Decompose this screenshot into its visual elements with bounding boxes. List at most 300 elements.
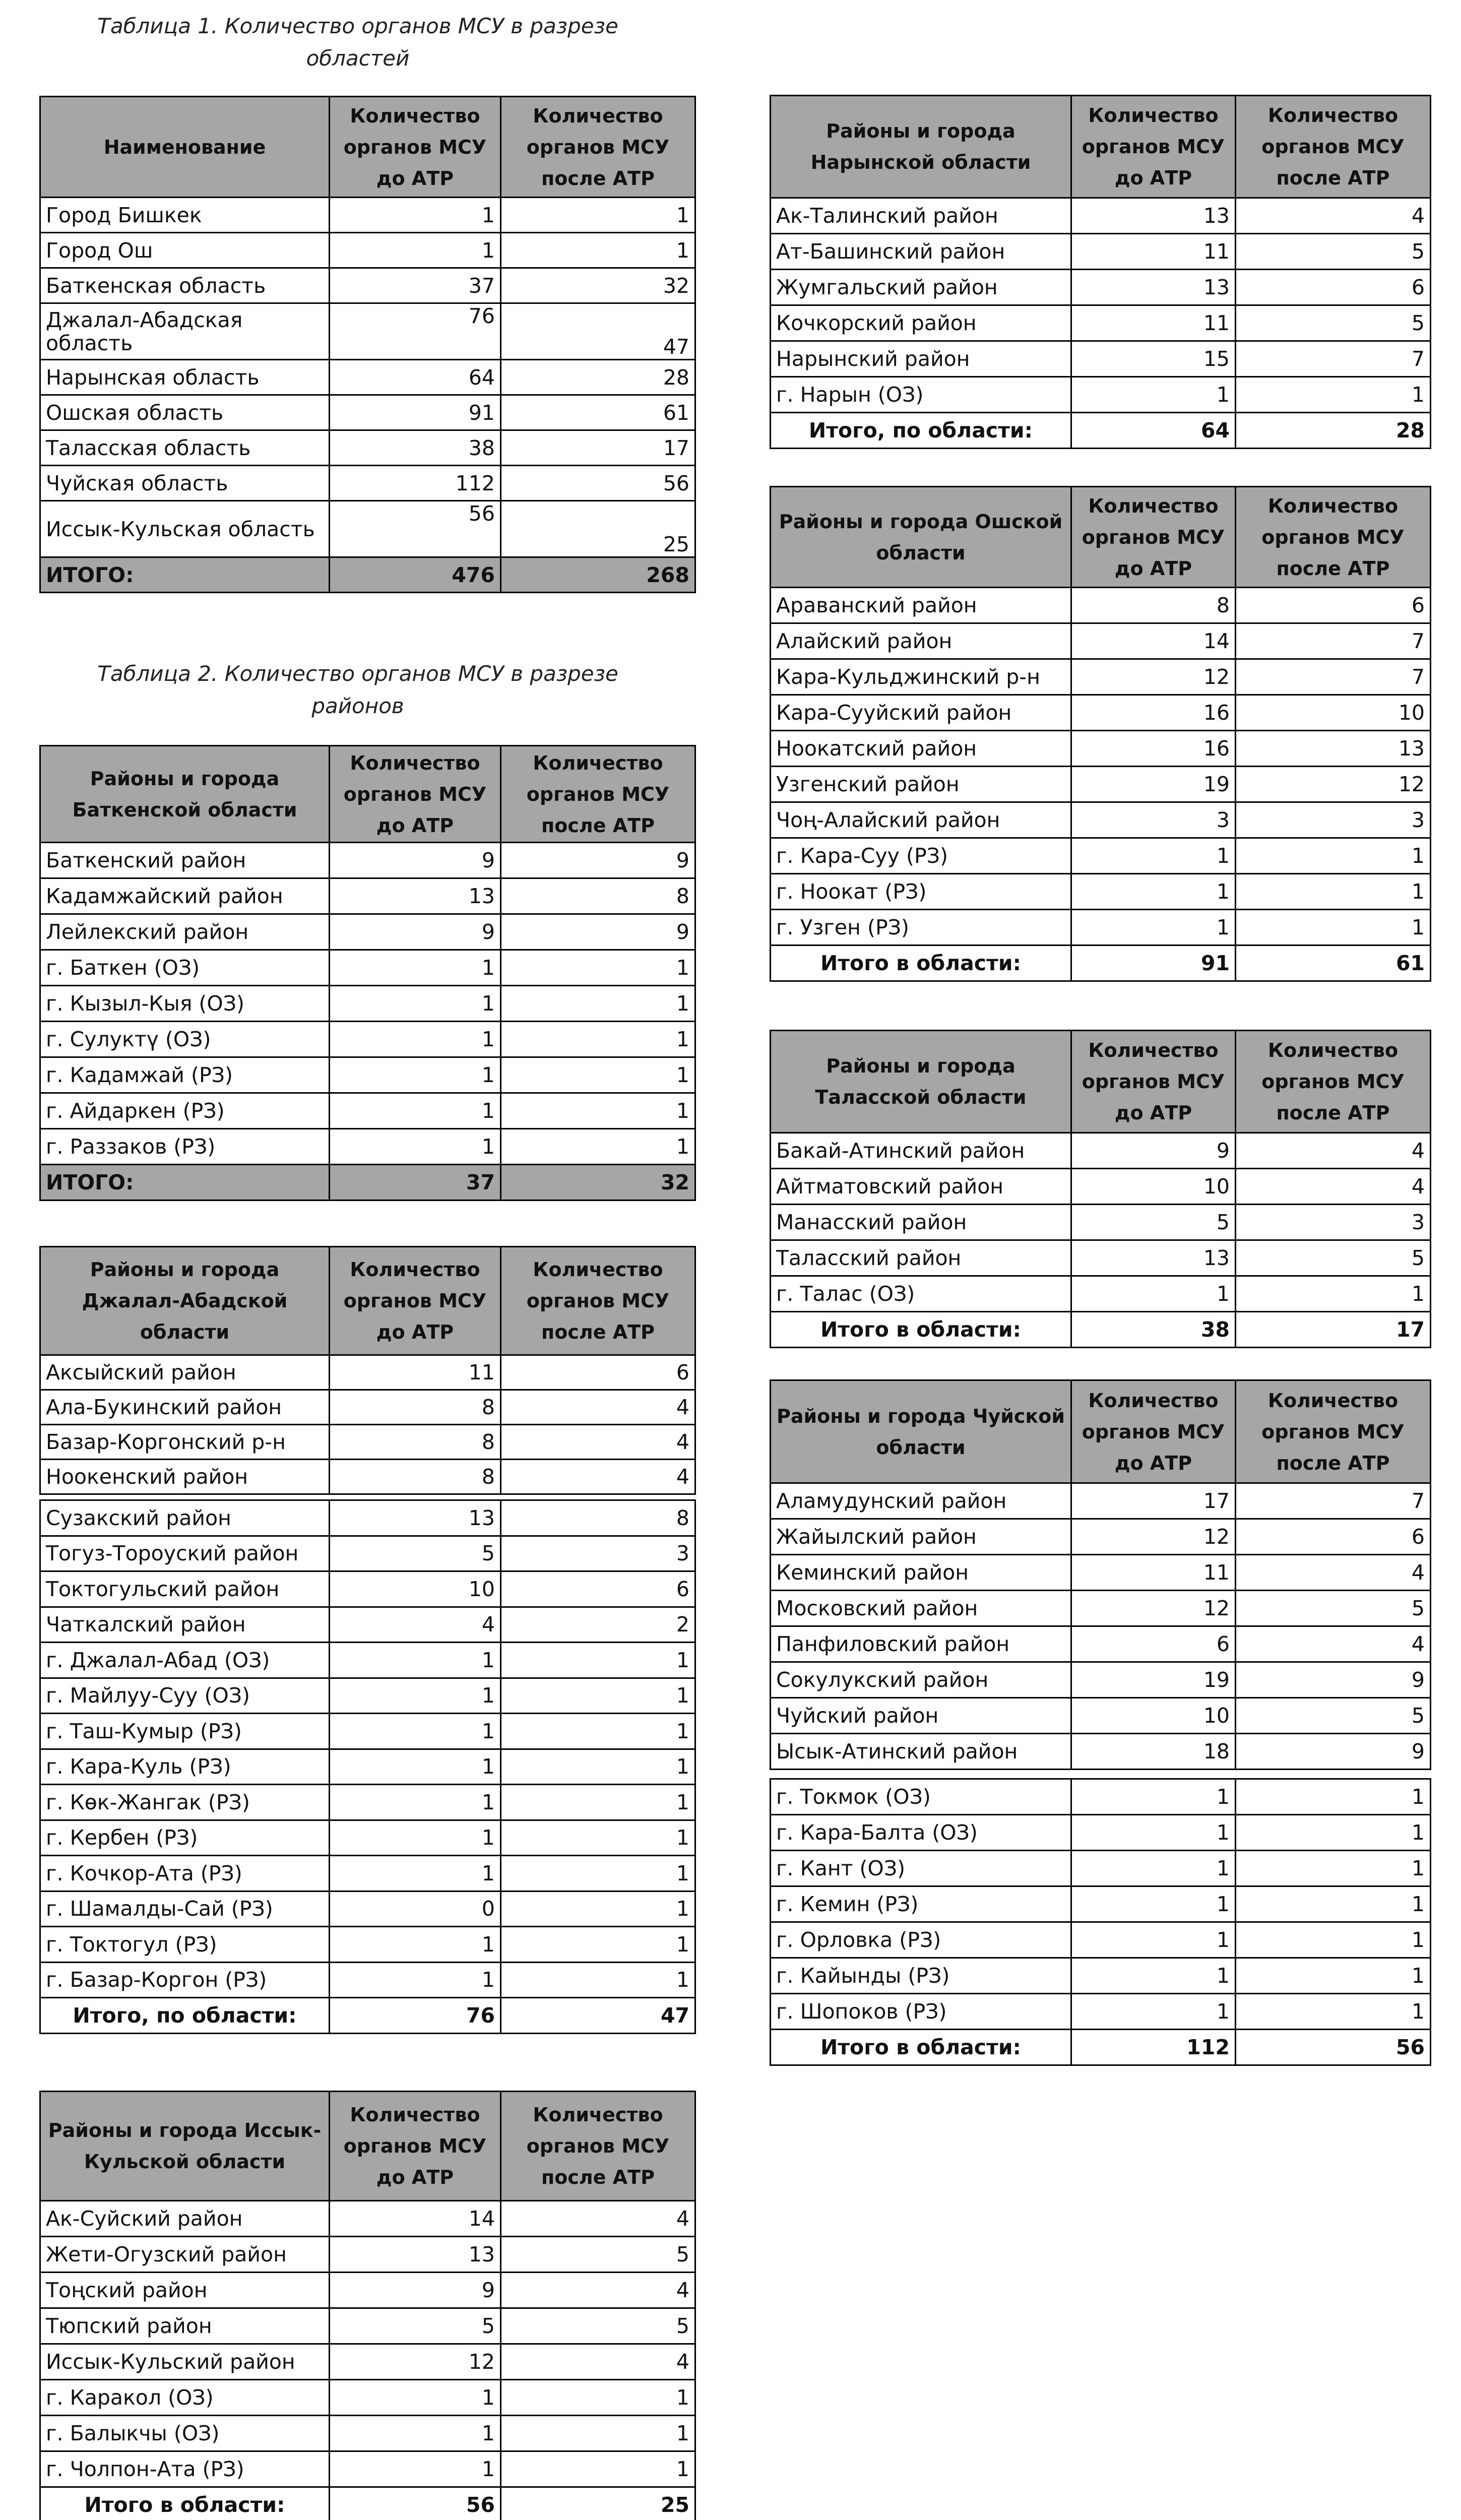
table-row bbox=[40, 843, 695, 878]
table-row bbox=[40, 1022, 695, 1057]
row-name: Жумгальский район bbox=[771, 270, 1071, 305]
count-after: 6 bbox=[501, 1571, 695, 1607]
count-before: 13 bbox=[330, 2237, 501, 2273]
count-before: 9 bbox=[330, 843, 501, 878]
count-before: 17 bbox=[1071, 1483, 1236, 1519]
count-before: 1 bbox=[1071, 1886, 1236, 1922]
table-row bbox=[40, 1678, 695, 1714]
count-after: 5 bbox=[1236, 1698, 1431, 1734]
header-before: Количество органов МСУ до АТР bbox=[1071, 487, 1236, 588]
row-name: г. Майлуу-Суу (ОЗ) bbox=[40, 1678, 330, 1714]
table-row bbox=[771, 1734, 1431, 1770]
count-after: 1 bbox=[1236, 1922, 1431, 1958]
table-chui-continued bbox=[770, 1778, 1431, 2066]
total-row bbox=[771, 1312, 1431, 1348]
total-before: 76 bbox=[330, 1998, 501, 2034]
row-name: г. Талас (ОЗ) bbox=[771, 1276, 1071, 1312]
count-after: 4 bbox=[501, 2344, 695, 2380]
count-before: 1 bbox=[1071, 1958, 1236, 1994]
count-after: 1 bbox=[501, 1785, 695, 1820]
row-name: Кадамжайский район bbox=[40, 878, 330, 914]
row-name: Панфиловский район bbox=[771, 1626, 1071, 1662]
total-label: Итого в области: bbox=[40, 2487, 330, 2520]
count-before: 1 bbox=[1071, 1922, 1236, 1958]
count-after: 1 bbox=[1236, 838, 1431, 874]
count-before: 38 bbox=[330, 430, 501, 466]
count-after: 7 bbox=[1236, 659, 1431, 695]
row-name: г. Базар-Коргон (РЗ) bbox=[40, 1962, 330, 1998]
count-after: 10 bbox=[1236, 695, 1431, 731]
table-row bbox=[771, 1626, 1431, 1662]
count-before: 1 bbox=[330, 1785, 501, 1820]
table-row bbox=[40, 1820, 695, 1856]
count-before: 1 bbox=[330, 1820, 501, 1856]
row-name: Ошская область bbox=[40, 395, 330, 430]
count-after: 1 bbox=[501, 1820, 695, 1856]
table-row bbox=[771, 377, 1431, 413]
count-after: 1 bbox=[501, 2380, 695, 2416]
count-after: 61 bbox=[501, 395, 695, 430]
row-name: г. Балыкчы (ОЗ) bbox=[40, 2416, 330, 2451]
count-before: 1 bbox=[330, 1057, 501, 1093]
count-before: 1 bbox=[1071, 1994, 1236, 2030]
table-talas bbox=[770, 1030, 1431, 1348]
row-name: Город Ош bbox=[40, 233, 330, 268]
table-row bbox=[40, 1714, 695, 1749]
count-after: 5 bbox=[1236, 305, 1431, 341]
row-name: г. Каракол (ОЗ) bbox=[40, 2380, 330, 2416]
header-after: Количество органов МСУ после АТР bbox=[1236, 96, 1431, 198]
count-after: 7 bbox=[1236, 623, 1431, 659]
count-after: 6 bbox=[1236, 1519, 1431, 1555]
count-after: 1 bbox=[1236, 1815, 1431, 1851]
row-name: Город Бишкек bbox=[40, 198, 330, 233]
total-after: 17 bbox=[1236, 1312, 1431, 1348]
row-name: Ак-Талинский район bbox=[771, 198, 1071, 234]
table-row bbox=[40, 1460, 695, 1494]
header-row bbox=[771, 1031, 1431, 1133]
table-row bbox=[40, 1856, 695, 1892]
count-after: 1 bbox=[1236, 1994, 1431, 2030]
count-after: 47 bbox=[501, 303, 695, 360]
row-name: Баткенский район bbox=[40, 843, 330, 878]
table-row bbox=[40, 986, 695, 1022]
header-row bbox=[40, 746, 695, 843]
table-row bbox=[40, 2344, 695, 2380]
count-before: 8 bbox=[330, 1425, 501, 1460]
count-before: 1 bbox=[330, 1856, 501, 1892]
count-before: 9 bbox=[330, 2273, 501, 2308]
count-after: 1 bbox=[501, 198, 695, 233]
count-before: 15 bbox=[1071, 341, 1236, 377]
count-after: 3 bbox=[501, 1536, 695, 1571]
row-name: Чаткалский район bbox=[40, 1607, 330, 1643]
count-before: 1 bbox=[330, 1678, 501, 1714]
count-before: 1 bbox=[1071, 1779, 1236, 1815]
count-before: 10 bbox=[1071, 1698, 1236, 1734]
table-row bbox=[40, 1785, 695, 1820]
count-after: 1 bbox=[501, 1749, 695, 1785]
count-before: 1 bbox=[330, 1749, 501, 1785]
row-name: г. Кайынды (РЗ) bbox=[771, 1958, 1071, 1994]
table-regions bbox=[39, 96, 696, 593]
table-row bbox=[40, 2237, 695, 2273]
table-row bbox=[771, 1555, 1431, 1591]
count-after: 7 bbox=[1236, 1483, 1431, 1519]
table-row bbox=[771, 695, 1431, 731]
count-after: 1 bbox=[1236, 1779, 1431, 1815]
count-after: 1 bbox=[1236, 377, 1431, 413]
header-row bbox=[771, 487, 1431, 588]
table-row bbox=[40, 2451, 695, 2487]
row-name: Лейлекский район bbox=[40, 914, 330, 950]
header-row bbox=[40, 97, 695, 198]
table-issykkul bbox=[39, 2091, 696, 2520]
total-label: ИТОГО: bbox=[40, 557, 330, 593]
count-before: 91 bbox=[330, 395, 501, 430]
count-after: 1 bbox=[1236, 1851, 1431, 1886]
header-name: Районы и города Джалал-Абадской области bbox=[40, 1247, 330, 1355]
count-before: 19 bbox=[1071, 767, 1236, 802]
total-after: 56 bbox=[1236, 2030, 1431, 2065]
table-row bbox=[40, 466, 695, 501]
count-after: 1 bbox=[501, 986, 695, 1022]
row-name: Нарынский район bbox=[771, 341, 1071, 377]
table-row bbox=[40, 1536, 695, 1571]
header-name: Районы и города Чуйской области bbox=[771, 1380, 1071, 1483]
table-row bbox=[40, 303, 695, 360]
count-after: 4 bbox=[1236, 1169, 1431, 1205]
header-name: Районы и города Таласской области bbox=[771, 1031, 1071, 1133]
count-before: 13 bbox=[330, 878, 501, 914]
total-row bbox=[40, 1998, 695, 2034]
total-before: 37 bbox=[330, 1165, 501, 1201]
table-row bbox=[771, 1205, 1431, 1240]
row-name: Кара-Сууйский район bbox=[771, 695, 1071, 731]
row-name: г. Кадамжай (РЗ) bbox=[40, 1057, 330, 1093]
row-name: Таласская область bbox=[40, 430, 330, 466]
row-name: Чуйский район bbox=[771, 1698, 1071, 1734]
header-before: Количество органов МСУ до АТР bbox=[330, 97, 501, 198]
table2-caption: Таблица 2. Количество органов МСУ в разрезе районов bbox=[60, 658, 655, 722]
row-name: Базар-Коргонский р-н bbox=[40, 1425, 330, 1460]
table-jalalabad-continued bbox=[39, 1499, 696, 2034]
row-name: г. Кара-Балта (ОЗ) bbox=[771, 1815, 1071, 1851]
count-before: 13 bbox=[330, 1500, 501, 1536]
count-before: 10 bbox=[1071, 1169, 1236, 1205]
count-before: 16 bbox=[1071, 695, 1236, 731]
header-after: Количество органов МСУ после АТР bbox=[501, 97, 695, 198]
row-name: г. Айдаркен (РЗ) bbox=[40, 1093, 330, 1129]
count-after: 1 bbox=[1236, 874, 1431, 910]
count-before: 1 bbox=[330, 2416, 501, 2451]
count-after: 1 bbox=[1236, 1276, 1431, 1312]
count-before: 1 bbox=[330, 1093, 501, 1129]
total-row bbox=[771, 946, 1431, 981]
count-before: 1 bbox=[330, 1927, 501, 1963]
table-row bbox=[771, 731, 1431, 767]
row-name: Ала-Букинский район bbox=[40, 1390, 330, 1425]
count-after: 5 bbox=[1236, 1591, 1431, 1626]
count-before: 16 bbox=[1071, 731, 1236, 767]
row-name: Ноокатский район bbox=[771, 731, 1071, 767]
table-row bbox=[771, 1169, 1431, 1205]
count-before: 1 bbox=[1071, 1851, 1236, 1886]
row-name: г. Көк-Жангак (РЗ) bbox=[40, 1785, 330, 1820]
table-row bbox=[40, 233, 695, 268]
count-before: 1 bbox=[330, 1714, 501, 1749]
header-after: Количество органов МСУ после АТР bbox=[1236, 1031, 1431, 1133]
total-label: ИТОГО: bbox=[40, 1165, 330, 1201]
count-before: 11 bbox=[1071, 234, 1236, 270]
header-name: Районы и города Баткенской области bbox=[40, 746, 330, 843]
row-name: Джалал-Абадская область bbox=[40, 303, 330, 360]
count-before: 5 bbox=[330, 2308, 501, 2344]
table-row bbox=[771, 1519, 1431, 1555]
table-row bbox=[771, 1994, 1431, 2030]
count-after: 1 bbox=[1236, 910, 1431, 946]
row-name: Араванский район bbox=[771, 588, 1071, 623]
count-before: 1 bbox=[330, 986, 501, 1022]
count-before: 9 bbox=[1071, 1133, 1236, 1169]
table-row bbox=[40, 268, 695, 303]
row-name: г. Сулуктү (ОЗ) bbox=[40, 1022, 330, 1057]
count-before: 1 bbox=[330, 950, 501, 986]
row-name: Ат-Башинский район bbox=[771, 234, 1071, 270]
count-after: 6 bbox=[1236, 270, 1431, 305]
table-row bbox=[40, 1390, 695, 1425]
table-row bbox=[40, 878, 695, 914]
count-before: 11 bbox=[330, 1355, 501, 1390]
count-after: 25 bbox=[501, 501, 695, 557]
row-name: Ысык-Атинский район bbox=[771, 1734, 1071, 1770]
count-after: 4 bbox=[501, 2201, 695, 2237]
total-row bbox=[771, 413, 1431, 449]
row-name: г. Кант (ОЗ) bbox=[771, 1851, 1071, 1886]
count-after: 32 bbox=[501, 268, 695, 303]
header-row bbox=[771, 96, 1431, 198]
row-name: г. Шопоков (РЗ) bbox=[771, 1994, 1071, 2030]
table-row bbox=[771, 305, 1431, 341]
row-name: Токтогульский район bbox=[40, 1571, 330, 1607]
count-after: 12 bbox=[1236, 767, 1431, 802]
row-name: Жети-Огузский район bbox=[40, 2237, 330, 2273]
row-name: Кара-Кульджинский р-н bbox=[771, 659, 1071, 695]
row-name: Сузакский район bbox=[40, 1500, 330, 1536]
count-before: 76 bbox=[330, 303, 501, 360]
table-row bbox=[40, 1571, 695, 1607]
row-name: г. Токтогул (РЗ) bbox=[40, 1927, 330, 1963]
count-before: 1 bbox=[1071, 838, 1236, 874]
count-after: 4 bbox=[501, 2273, 695, 2308]
count-after: 1 bbox=[501, 1891, 695, 1927]
count-before: 64 bbox=[330, 360, 501, 395]
table-row bbox=[771, 1591, 1431, 1626]
count-after: 2 bbox=[501, 1607, 695, 1643]
total-label: Итого в области: bbox=[771, 1312, 1071, 1348]
table-row bbox=[771, 198, 1431, 234]
count-after: 4 bbox=[501, 1425, 695, 1460]
count-before: 12 bbox=[1071, 659, 1236, 695]
count-before: 6 bbox=[1071, 1626, 1236, 1662]
count-before: 112 bbox=[330, 466, 501, 501]
total-row bbox=[40, 557, 695, 593]
table-row bbox=[40, 1355, 695, 1390]
count-after: 4 bbox=[1236, 1626, 1431, 1662]
header-name: Районы и города Нарынской области bbox=[771, 96, 1071, 198]
table-row bbox=[40, 395, 695, 430]
count-before: 13 bbox=[1071, 198, 1236, 234]
count-before: 18 bbox=[1071, 1734, 1236, 1770]
header-after: Количество органов МСУ после АТР bbox=[501, 1247, 695, 1355]
count-before: 19 bbox=[1071, 1662, 1236, 1698]
table-row bbox=[771, 1698, 1431, 1734]
count-after: 4 bbox=[1236, 198, 1431, 234]
count-after: 5 bbox=[1236, 1240, 1431, 1276]
count-before: 9 bbox=[330, 914, 501, 950]
count-after: 6 bbox=[1236, 588, 1431, 623]
table1-caption: Таблица 1. Количество органов МСУ в разрезе областей bbox=[81, 10, 635, 75]
header-row bbox=[40, 2092, 695, 2201]
row-name: г. Узген (РЗ) bbox=[771, 910, 1071, 946]
count-after: 9 bbox=[501, 843, 695, 878]
table-row bbox=[40, 950, 695, 986]
total-after: 25 bbox=[501, 2487, 695, 2520]
total-row bbox=[40, 1165, 695, 1201]
count-before: 8 bbox=[330, 1390, 501, 1425]
table-row bbox=[40, 1962, 695, 1998]
table-row bbox=[771, 1133, 1431, 1169]
row-name: Тюпский район bbox=[40, 2308, 330, 2344]
count-before: 1 bbox=[330, 1129, 501, 1165]
table-row bbox=[771, 270, 1431, 305]
table-osh bbox=[770, 486, 1431, 982]
table-row bbox=[40, 1749, 695, 1785]
table-row bbox=[40, 1500, 695, 1536]
header-name: Районы и города Ошской области bbox=[771, 487, 1071, 588]
count-before: 37 bbox=[330, 268, 501, 303]
count-before: 1 bbox=[330, 1022, 501, 1057]
count-before: 1 bbox=[330, 233, 501, 268]
row-name: Кеминский район bbox=[771, 1555, 1071, 1591]
table-row bbox=[771, 1662, 1431, 1698]
count-after: 1 bbox=[501, 950, 695, 986]
total-after: 28 bbox=[1236, 413, 1431, 449]
row-name: Московский район bbox=[771, 1591, 1071, 1626]
count-after: 1 bbox=[501, 1678, 695, 1714]
count-before: 1 bbox=[330, 2380, 501, 2416]
total-before: 112 bbox=[1071, 2030, 1236, 2065]
count-after: 1 bbox=[501, 1927, 695, 1963]
table-row bbox=[40, 2273, 695, 2308]
count-before: 5 bbox=[330, 1536, 501, 1571]
header-name: Районы и города Иссык-Кульской области bbox=[40, 2092, 330, 2201]
row-name: г. Кочкор-Ата (РЗ) bbox=[40, 1856, 330, 1892]
count-after: 5 bbox=[501, 2237, 695, 2273]
count-before: 10 bbox=[330, 1571, 501, 1607]
row-name: г. Джалал-Абад (ОЗ) bbox=[40, 1643, 330, 1678]
count-after: 1 bbox=[1236, 1886, 1431, 1922]
row-name: Аламудунский район bbox=[771, 1483, 1071, 1519]
count-after: 1 bbox=[501, 1129, 695, 1165]
total-row bbox=[771, 2030, 1431, 2065]
row-name: г. Кара-Куль (РЗ) bbox=[40, 1749, 330, 1785]
table-row bbox=[771, 874, 1431, 910]
count-after: 5 bbox=[501, 2308, 695, 2344]
count-before: 1 bbox=[1071, 874, 1236, 910]
total-after: 61 bbox=[1236, 946, 1431, 981]
count-before: 3 bbox=[1071, 802, 1236, 838]
count-before: 12 bbox=[1071, 1591, 1236, 1626]
header-after: Количество органов МСУ после АТР bbox=[1236, 1380, 1431, 1483]
count-after: 1 bbox=[501, 1093, 695, 1129]
table-row bbox=[771, 910, 1431, 946]
row-name: Баткенская область bbox=[40, 268, 330, 303]
row-name: Иссык-Кульский район bbox=[40, 2344, 330, 2380]
total-row bbox=[40, 2487, 695, 2520]
count-after: 9 bbox=[1236, 1734, 1431, 1770]
total-before: 56 bbox=[330, 2487, 501, 2520]
table-batken bbox=[39, 745, 696, 1201]
row-name: Иссык-Кульская область bbox=[40, 501, 330, 557]
row-name: Аксыйский район bbox=[40, 1355, 330, 1390]
count-after: 1 bbox=[1236, 1958, 1431, 1994]
count-after: 1 bbox=[501, 1856, 695, 1892]
table-row bbox=[40, 2308, 695, 2344]
table-row bbox=[40, 1607, 695, 1643]
row-name: г. Таш-Кумыр (РЗ) bbox=[40, 1714, 330, 1749]
count-after: 1 bbox=[501, 1643, 695, 1678]
row-name: Таласский район bbox=[771, 1240, 1071, 1276]
count-after: 4 bbox=[1236, 1555, 1431, 1591]
count-before: 1 bbox=[1071, 1815, 1236, 1851]
total-after: 268 bbox=[501, 557, 695, 593]
header-after: Количество органов МСУ после АТР bbox=[501, 746, 695, 843]
total-label: Итого, по области: bbox=[40, 1998, 330, 2034]
table-row bbox=[40, 501, 695, 557]
count-after: 5 bbox=[1236, 234, 1431, 270]
count-after: 4 bbox=[1236, 1133, 1431, 1169]
header-before: Количество органов МСУ до АТР bbox=[1071, 96, 1236, 198]
table-row bbox=[40, 2416, 695, 2451]
count-after: 56 bbox=[501, 466, 695, 501]
total-after: 47 bbox=[501, 1998, 695, 2034]
row-name: г. Кара-Суу (РЗ) bbox=[771, 838, 1071, 874]
table-row bbox=[40, 1425, 695, 1460]
count-before: 1 bbox=[1071, 377, 1236, 413]
header-before: Количество органов МСУ до АТР bbox=[330, 1247, 501, 1355]
count-after: 9 bbox=[501, 914, 695, 950]
row-name: Узгенский район bbox=[771, 767, 1071, 802]
table-row bbox=[40, 1891, 695, 1927]
count-before: 4 bbox=[330, 1607, 501, 1643]
row-name: Манасский район bbox=[771, 1205, 1071, 1240]
row-name: Ноокенский район bbox=[40, 1460, 330, 1494]
count-before: 11 bbox=[1071, 305, 1236, 341]
table-row bbox=[40, 198, 695, 233]
row-name: Кочкорский район bbox=[771, 305, 1071, 341]
header-row bbox=[771, 1380, 1431, 1483]
table-naryn bbox=[770, 95, 1431, 449]
header-before: Количество органов МСУ до АТР bbox=[1071, 1380, 1236, 1483]
table-row bbox=[771, 659, 1431, 695]
table-row bbox=[771, 1958, 1431, 1994]
table-row bbox=[771, 341, 1431, 377]
count-after: 1 bbox=[501, 233, 695, 268]
header-before: Количество органов МСУ до АТР bbox=[330, 2092, 501, 2201]
count-before: 11 bbox=[1071, 1555, 1236, 1591]
count-after: 17 bbox=[501, 430, 695, 466]
